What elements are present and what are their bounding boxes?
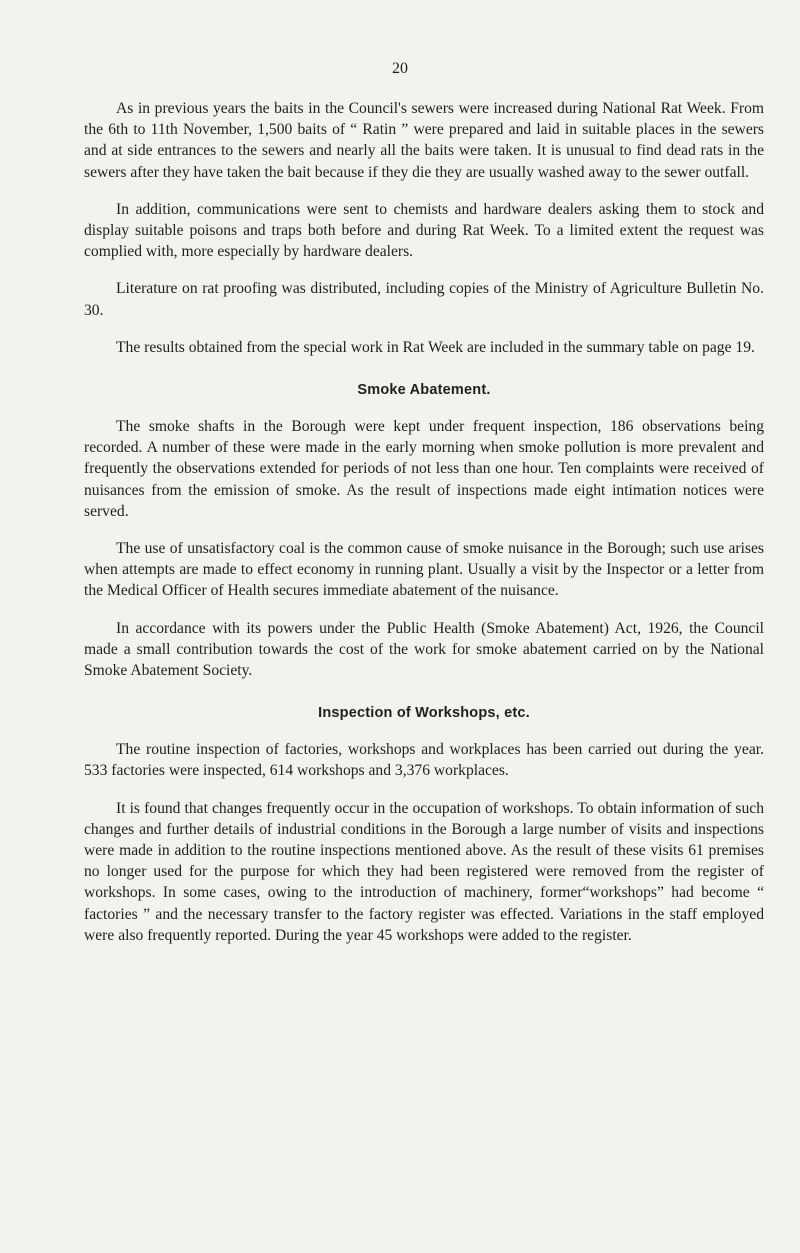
section-heading-workshops: Inspection of Workshops, etc.	[318, 705, 530, 722]
rat-week-section	[84, 98, 764, 358]
paragraph-chemists-dealers: In addition, communications were sent to chemists and hardware dealers asking them to stock and display suitable poisons and traps both before and during Rat Week. To a limited extent the request was complied with, more especially by hardware dealers.	[84, 200, 764, 261]
workshops-section	[84, 705, 764, 946]
section-heading-smoke: Smoke Abatement.	[357, 382, 491, 399]
paragraph-literature: Literature on rat proofing was distributed, including copies of the Ministry of Agriculture Bulletin No. 30.	[84, 280, 764, 319]
smoke-abatement-section	[84, 382, 764, 681]
paragraph-rat-baits: As in previous years the baits in the Council's sewers were increased during National Rat Week. From the 6th to 11th November, 1,500 baits of “ Ratin ” were prepared and laid in suitable places in the sewers and at side entrances to the sewers and nearly all the baits were taken. It is unusual to find dead rats in the sewers after they have taken the bait because if they die they are usually washed away to the sewer outfall.	[84, 100, 764, 181]
page-number: 20	[392, 60, 408, 77]
paragraph-smoke-shafts: The smoke shafts in the Borough were kept under frequent inspection, 186 observations being recorded. A number of these were made in the early morning when smoke pollution is more prevalent and frequently the observations extended for periods of not less than one hour. Ten complaints were received of nuisances from the emission of smoke. As the result of inspections made eight intimation notices were served.	[84, 418, 764, 520]
paragraph-smoke-act: In accordance with its powers under the Public Health (Smoke Abatement) Act, 1926, the Council made a small contribution towards the cost of the work for smoke abatement carried on by the National Smoke Abatement Society.	[84, 619, 764, 680]
paragraph-results: The results obtained from the special work in Rat Week are included in the summary table on page 19.	[116, 338, 755, 356]
paragraph-workshop-changes: It is found that changes frequently occur in the occupation of workshops. To obtain information of such changes and further details of industrial conditions in the Borough a large number of visits and inspections were made in addition to the routine inspections mentioned above. As the result of these visits 61 premises no longer used for the purpose for which they had been registered were removed from the register of workshops. In some cases, owing to the introduction of machinery, former“workshops” had become “ factories ” and the necessary transfer to the factory register was effected. Variations in the staff employed were also frequently reported. During the year 45 workshops were added to the register.	[84, 799, 764, 944]
paragraph-routine-inspection: The routine inspection of factories, workshops and workplaces has been carried out during the year. 533 factories were inspected, 614 workshops and 3,376 workplaces.	[84, 741, 764, 780]
page-body	[84, 98, 764, 962]
paragraph-unsatisfactory-coal: The use of unsatisfactory coal is the common cause of smoke nuisance in the Borough; such use arises when attempts are made to effect economy in running plant. Usually a visit by the Inspector or a letter from the Medical Officer of Health secures immediate abatement of the nuisance.	[84, 540, 764, 600]
